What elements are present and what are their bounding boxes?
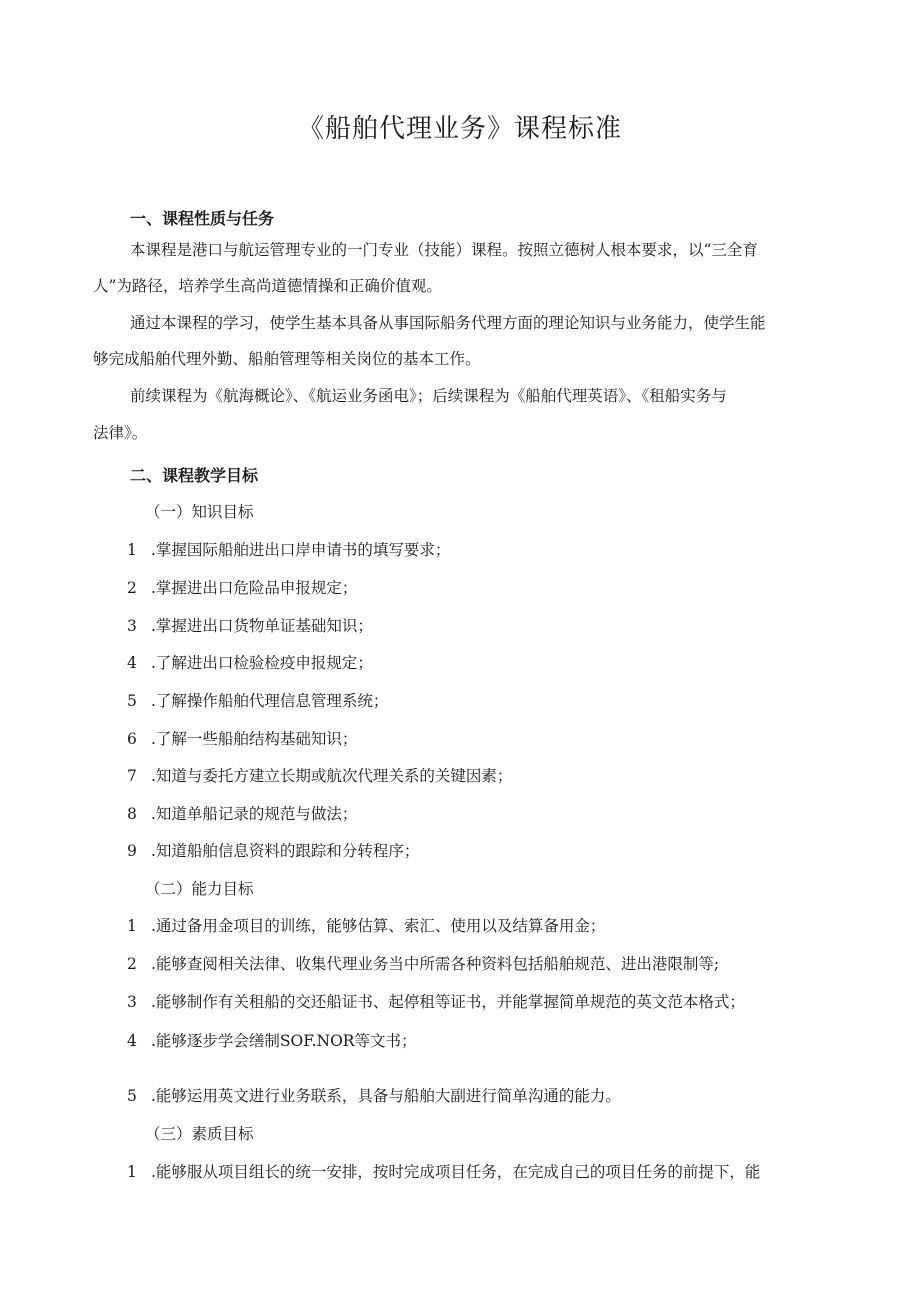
list-item-number: 7 — [127, 767, 137, 785]
paragraph-line: 本课程是港口与航运管理专业的一门专业（技能）课程。按照立德树人根本要求，以“三全育 — [130, 241, 758, 259]
list-item-number: 5 — [127, 1087, 137, 1105]
list-item-text: .能够制作有关租船的交还船证书、起停租等证书，并能掌握简单规范的英文范本格式； — [151, 993, 745, 1011]
list-item — [127, 1029, 416, 1051]
list-item — [127, 727, 357, 749]
list-item-number: 4 — [127, 654, 137, 672]
list-item-number: 1 — [127, 541, 137, 559]
list-item-number: 8 — [127, 805, 137, 823]
list-item — [127, 1160, 760, 1182]
list-item — [127, 576, 357, 598]
list-item-text: .知道与委托方建立长期或航次代理关系的关键因素； — [151, 767, 513, 785]
list-item — [127, 614, 373, 636]
list-item-number: 2 — [127, 579, 137, 597]
page-title: 《船舶代理业务》课程标准 — [297, 114, 622, 144]
list-item-number: 6 — [127, 730, 137, 748]
list-item-text: .能够服从项目组长的统一安排，按时完成项目任务，在完成自己的项目任务的前提下，能 — [151, 1163, 761, 1181]
paragraph-line: 法律》。 — [93, 424, 148, 442]
section-heading-objectives: 二、课程教学目标 — [130, 466, 259, 485]
list-item — [127, 1084, 621, 1106]
section-heading-nature: 一、课程性质与任务 — [130, 209, 275, 228]
list-item-number: 3 — [127, 993, 137, 1011]
list-item — [127, 802, 357, 824]
list-item — [127, 764, 512, 786]
subheading-quality: （三）素质目标 — [145, 1125, 254, 1143]
list-item-number: 3 — [127, 617, 137, 635]
list-item — [127, 839, 419, 861]
list-item-text: .掌握进出口货物单证基础知识； — [151, 617, 373, 635]
list-item — [127, 914, 605, 936]
list-item — [127, 538, 450, 560]
list-item-text: .能够查阅相关法律、收集代理业务当中所需各种资料包括船舶规范、进出港限制等; — [151, 955, 720, 973]
subheading-ability: （二）能力目标 — [145, 880, 254, 898]
list-item-number: 1 — [127, 1163, 137, 1181]
list-item-text: .了解进出口检验检疫申报规定； — [151, 654, 373, 672]
list-item-text: .了解操作船舶代理信息管理系统； — [151, 692, 389, 710]
list-item-number: 1 — [127, 917, 137, 935]
list-item-number: 5 — [127, 692, 137, 710]
paragraph-line: 人”为路径，培养学生高尚道德情操和正确价值观。 — [93, 277, 442, 295]
list-item-text: .掌握进出口危险品申报规定； — [151, 579, 358, 597]
list-item — [127, 990, 745, 1012]
paragraph-line: 前续课程为《航海概论》、《航运业务函电》；后续课程为《船舶代理英语》、《租船实务与 — [130, 387, 727, 405]
list-item-text: .能够逐步学会缮制SOF.NOR等文书； — [151, 1032, 417, 1050]
paragraph-line: 通过本课程的学习，使学生基本具备从事国际船务代理方面的理论知识与业务能力，使学生能 — [130, 314, 766, 332]
list-item-text: .知道单船记录的规范与做法； — [151, 805, 358, 823]
list-item-text: .通过备用金项目的训练，能够估算、索汇、使用以及结算备用金； — [151, 917, 606, 935]
list-item-text: .了解一些船舶结构基础知识； — [151, 730, 358, 748]
list-item — [127, 689, 388, 711]
list-item-text: .能够运用英文进行业务联系，具备与船舶大副进行简单沟通的能力。 — [151, 1087, 621, 1105]
subheading-knowledge: （一）知识目标 — [145, 503, 254, 521]
list-item — [127, 952, 719, 974]
paragraph-line: 够完成船舶代理外勤、船舶管理等相关岗位的基本工作。 — [93, 350, 481, 368]
list-item-text: .掌握国际船舶进出口岸申请书的填写要求； — [151, 541, 451, 559]
list-item-number: 9 — [127, 842, 137, 860]
list-item-number: 4 — [127, 1032, 137, 1050]
list-item-number: 2 — [127, 955, 137, 973]
list-item-text: .知道船舶信息资料的跟踪和分转程序； — [151, 842, 420, 860]
list-item — [127, 651, 373, 673]
